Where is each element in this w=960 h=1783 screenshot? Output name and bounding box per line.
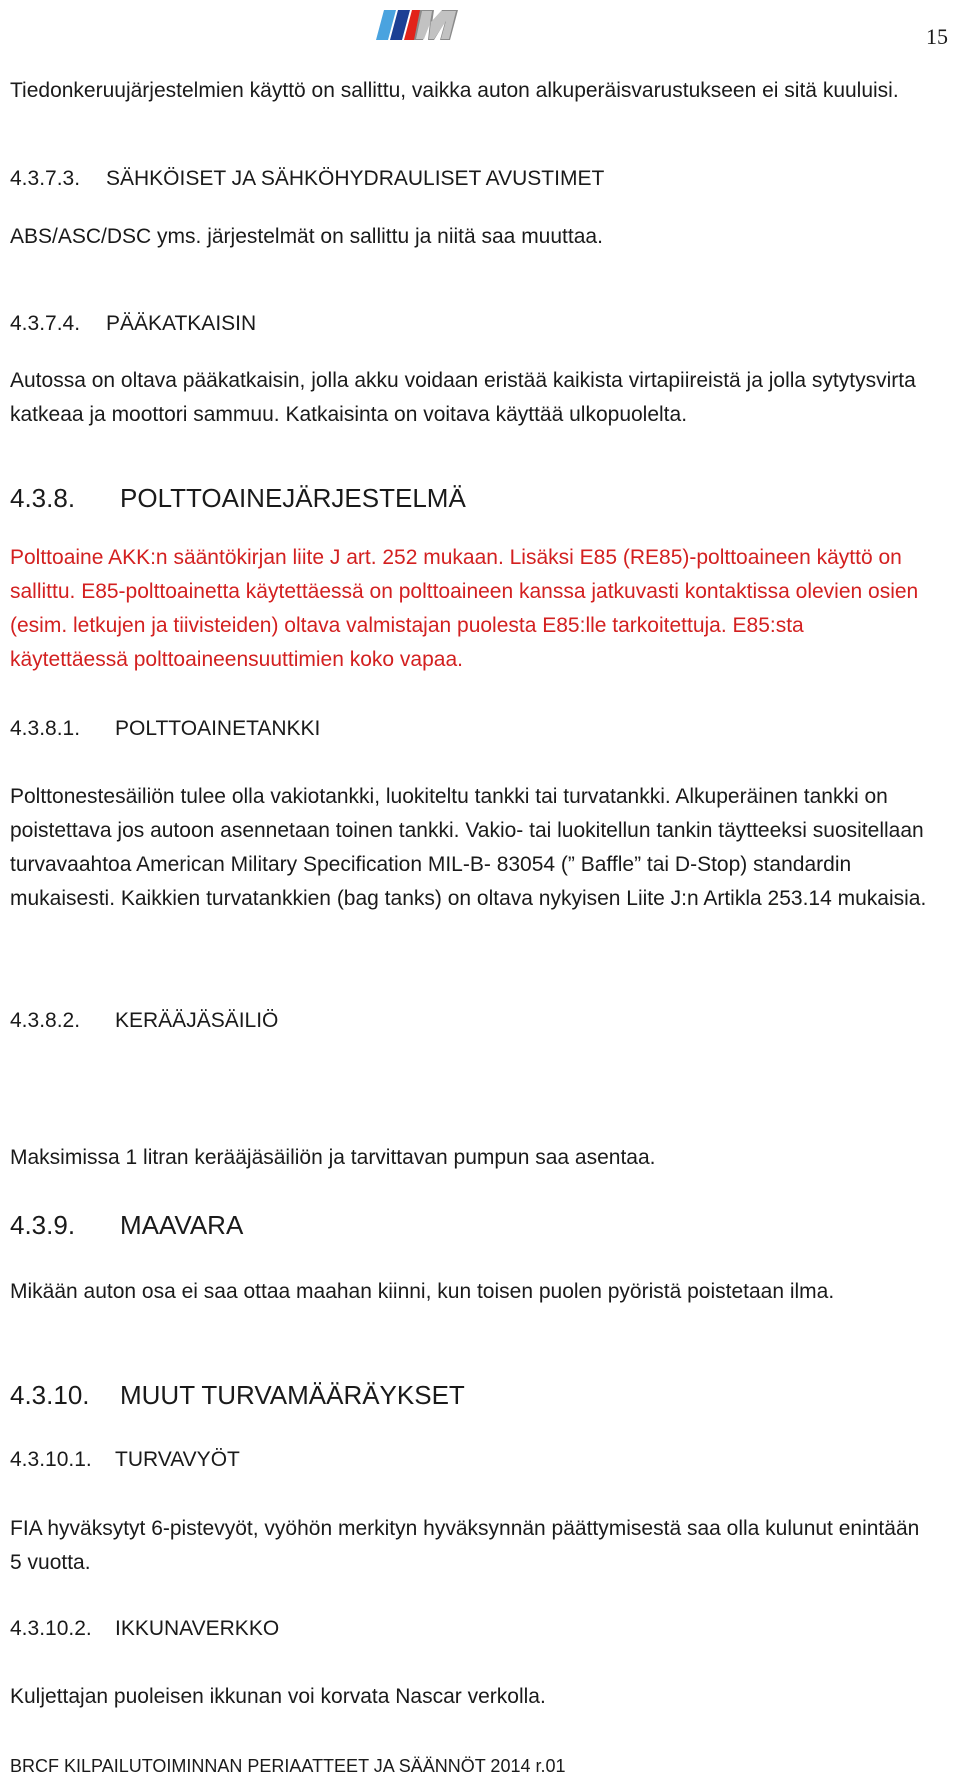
heading-number: 4.3.10.1. xyxy=(10,1448,92,1471)
heading-number: 4.3.7.4. xyxy=(10,312,81,335)
heading-4-3-10 xyxy=(10,1378,950,1412)
heading-title: SÄHKÖISET JA SÄHKÖHYDRAULISET AVUSTIMET xyxy=(106,167,605,190)
heading-title: PÄÄKATKAISIN xyxy=(106,312,257,335)
paragraph-main-switch: Autossa on oltava pääkatkaisin, jolla akku voidaan eristää kaikista virtapiireistä ja jolla sytytysvirta katkeaa ja moottori sammuu. Katkaisinta on voitava käyttää ulkopuolelta. xyxy=(10,369,916,426)
heading-title: KERÄÄJÄSÄILIÖ xyxy=(115,1009,279,1032)
heading-4-3-10-2 xyxy=(10,1612,950,1646)
paragraph-window-net: Kuljettajan puoleisen ikkunan voi korvata Nascar verkolla. xyxy=(10,1685,546,1708)
heading-number: 4.3.7.3. xyxy=(10,167,81,190)
heading-4-3-10-1 xyxy=(10,1443,950,1477)
heading-number: 4.3.8. xyxy=(10,483,76,513)
heading-title: TURVAVYÖT xyxy=(115,1448,240,1471)
paragraph-catch-tank: Maksimissa 1 litran kerääjäsäiliön ja tarvittavan pumpun saa asentaa. xyxy=(10,1146,656,1169)
heading-4-3-8 xyxy=(10,481,950,515)
paragraph-ground-clearance: Mikään auton osa ei saa ottaa maahan kiinni, kun toisen puolen pyöristä poistetaan ilma. xyxy=(10,1280,835,1303)
heading-number: 4.3.8.2. xyxy=(10,1009,81,1032)
heading-number: 4.3.10. xyxy=(10,1380,90,1410)
heading-title: IKKUNAVERKKO xyxy=(115,1617,280,1640)
heading-4-3-8-2 xyxy=(10,1004,950,1038)
heading-4-3-7-4 xyxy=(10,307,950,341)
page-footer: BRCF KILPAILUTOIMINNAN PERIAATTEET JA SÄÄNNÖT 2014 r.01 xyxy=(10,1756,566,1776)
heading-title: MUUT TURVAMÄÄRÄYKSET xyxy=(120,1380,465,1410)
paragraph-fuel-tank: Polttonestesäiliön tulee olla vakiotankki, luokiteltu tankki tai turvatankki. Alkuperäinen tankki on poistettava jos autoon asennetaan toinen tankki. Vakio- tai luokitellun tankin täytteeksi suositellaan turvavaahtoa American Military Specification MIL-B- 83054 (” Baffle” tai D-Stop) standardin mukaisesti. Kaikkien turvatankkien (bag tanks) on oltava nykyisen Liite J:n Artikla 253.14 mukaisia. xyxy=(10,785,927,910)
paragraph-data-logging: Tiedonkeruujärjestelmien käyttö on sallittu, vaikka auton alkuperäisvarustukseen ei sitä kuuluisi. xyxy=(10,79,899,102)
heading-4-3-8-1 xyxy=(10,712,950,746)
page-number: 15 xyxy=(926,24,948,49)
bmw-m-logo xyxy=(370,6,470,44)
heading-title: MAAVARA xyxy=(120,1210,244,1240)
heading-title: POLTTOAINETANKKI xyxy=(115,717,321,740)
heading-number: 4.3.8.1. xyxy=(10,717,81,740)
heading-title: POLTTOAINEJÄRJESTELMÄ xyxy=(120,483,466,513)
heading-number: 4.3.10.2. xyxy=(10,1617,92,1640)
paragraph-abs-asc-dsc: ABS/ASC/DSC yms. järjestelmät on sallittu ja niitä saa muuttaa. xyxy=(10,225,603,248)
paragraph-seat-belts: FIA hyväksytyt 6-pistevyöt, vyöhön merkityn hyväksynnän päättymisestä saa olla kulunut enintään 5 vuotta. xyxy=(10,1517,920,1574)
heading-4-3-7-3 xyxy=(10,162,950,196)
heading-4-3-9 xyxy=(10,1208,950,1242)
paragraph-fuel-rules: Polttoaine AKK:n sääntökirjan liite J art. 252 mukaan. Lisäksi E85 (RE85)-polttoaineen käyttö on sallittu. E85-polttoainetta käytettäessä on polttoaineen kanssa jatkuvasti kontaktissa olevien osien (esim. letkujen ja tiivisteiden) oltava valmistajan puolesta E85:lle tarkoitettuja. E85:sta käytettäessä polttoaineensuuttimien koko vapaa. xyxy=(10,546,919,671)
heading-number: 4.3.9. xyxy=(10,1210,76,1240)
